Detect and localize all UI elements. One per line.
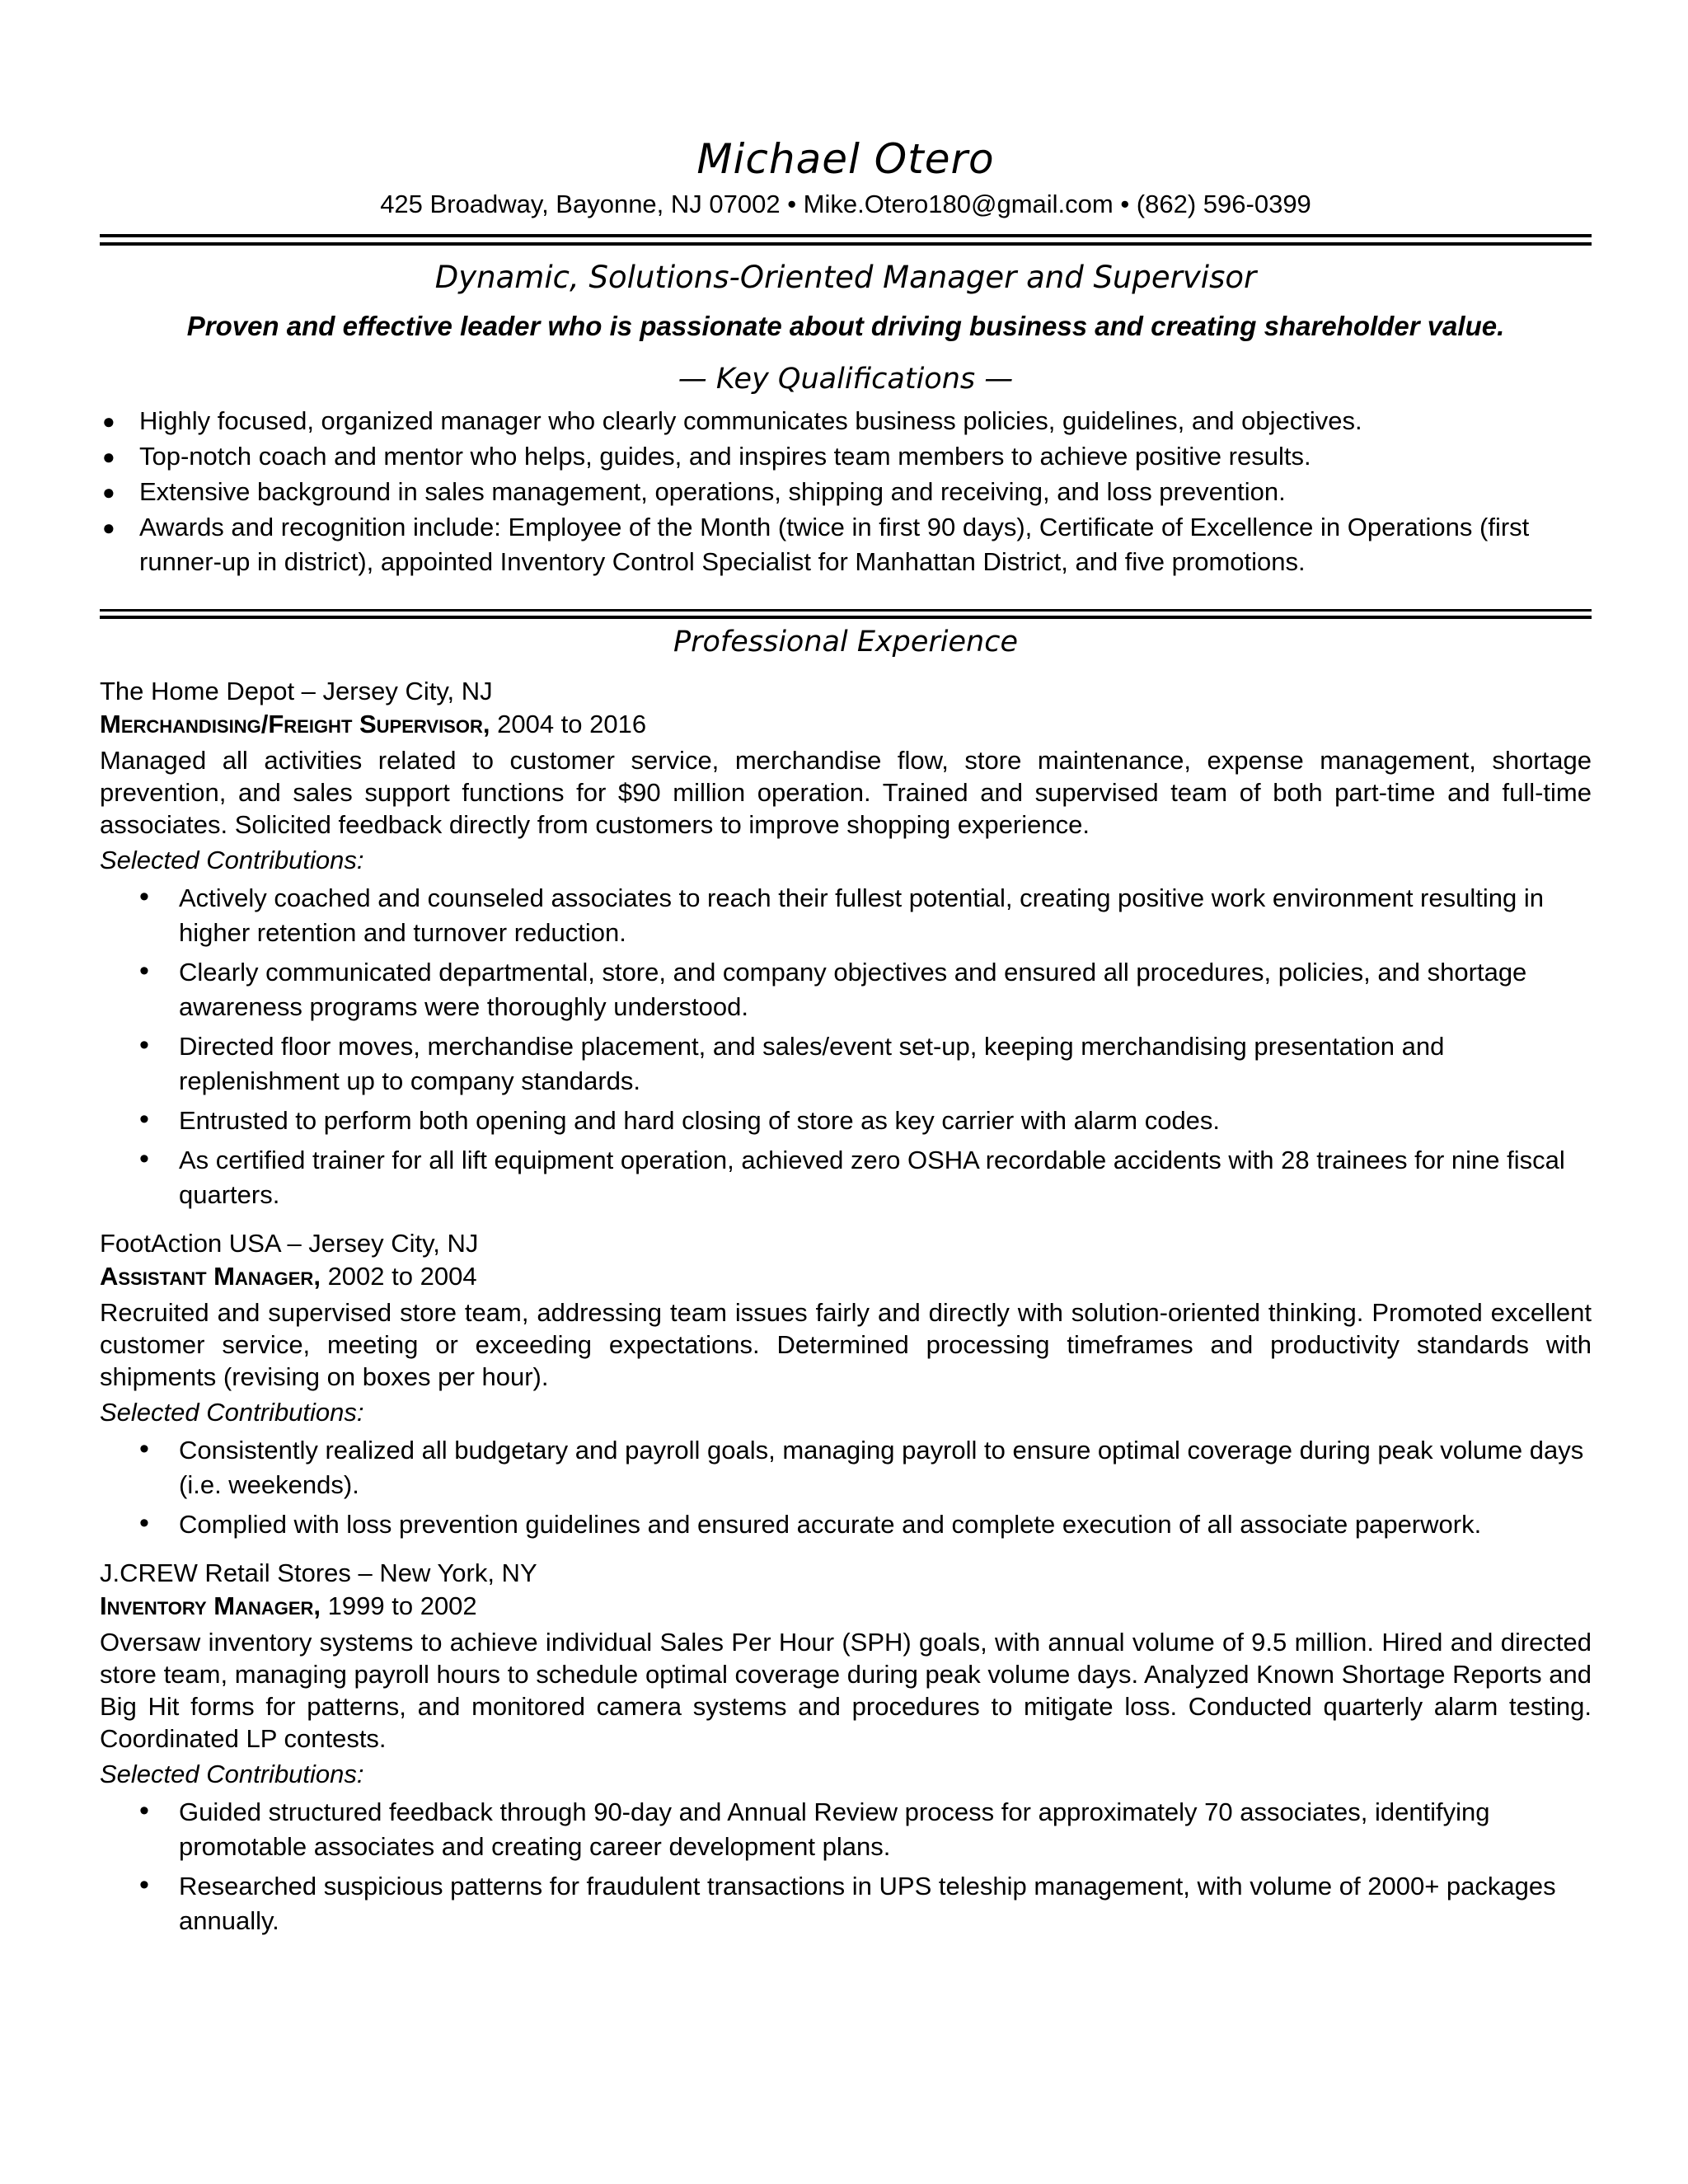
job-dates: 2004 to 2016 (497, 710, 647, 738)
resume-content (100, 135, 1592, 1943)
bullet-icon: • (139, 881, 149, 912)
job-role: Assistant Manager, (100, 1262, 321, 1291)
job-role: Inventory Manager, (100, 1591, 321, 1620)
job-footaction (100, 1227, 1592, 1542)
selected-contributions-label: Selected Contributions: (100, 1760, 364, 1788)
contribution-item: • Researched suspicious patterns for fraudulent transactions in UPS teleship management, with volume of 2000+ packages annually. (139, 1869, 1556, 1935)
bullet-icon: • (139, 1507, 149, 1539)
bullet-icon: • (139, 1795, 149, 1826)
contribution-item: • Guided structured feedback through 90-day and Annual Review process for approximately 70 associates, identifying promotable associates and creating career development plans. (139, 1795, 1490, 1861)
qualification-item: ● Top-notch coach and mentor who helps, guides, and inspires team members to achieve positive results. (100, 439, 1592, 474)
summary-headline: Dynamic, Solutions-Oriented Manager and Supervisor (434, 260, 1257, 295)
contributions-list (100, 881, 1592, 1212)
qualification-item: ● Awards and recognition include: Employee of the Month (twice in first 90 days), Certificate of Excellence in Operations (first runner-up in district), appointed Inventory Control Specialist for Manhattan District, and five promotions. (100, 510, 1592, 579)
qualification-item: ● Highly focused, organized manager who clearly communicates business policies, guidelines, and objectives. (100, 404, 1592, 438)
contribution-item: • Clearly communicated departmental, store, and company objectives and ensured all procedures, policies, and shortage awareness programs were thoroughly understood. (139, 955, 1527, 1021)
key-qualifications-title: — Key Qualifications — (678, 363, 1014, 396)
bullet-icon: ● (102, 515, 115, 540)
bullet-icon: • (139, 1104, 149, 1135)
job-role: Merchandising/Freight Supervisor, (100, 710, 490, 738)
job-description: Managed all activities related to customer service, merchandise flow, store maintenance, expense management, shortage prevention, and sales support functions for $90 million operation. Trained and supervised team of both part-time and full-time associates. Solicited feedback directly from customers to improve shopping experience. (100, 746, 1592, 839)
job-title-line (100, 708, 1592, 741)
experience-title: Professional Experience (673, 626, 1019, 658)
bullet-icon: • (139, 955, 149, 987)
contributions-list (100, 1795, 1592, 1938)
section-divider (100, 609, 1592, 619)
summary-tagline: Proven and effective leader who is passionate about driving business and creating shareholder value. (186, 311, 1505, 341)
job-dates: 1999 to 2002 (327, 1591, 477, 1620)
bullet-icon: • (139, 1143, 149, 1174)
contributions-list (100, 1433, 1592, 1542)
job-home-depot (100, 675, 1592, 1212)
job-company: The Home Depot – Jersey City, NJ (100, 677, 493, 705)
contribution-item: • Entrusted to perform both opening and hard closing of store as key carrier with alarm codes. (139, 1104, 1221, 1135)
contribution-item: • Complied with loss prevention guidelines and ensured accurate and complete execution of all associate paperwork. (139, 1507, 1482, 1539)
job-company: J.CREW Retail Stores – New York, NY (100, 1558, 537, 1587)
selected-contributions-label: Selected Contributions: (100, 1398, 364, 1427)
contribution-item: • Actively coached and counseled associates to reach their fullest potential, creating positive work environment resulting in higher retention and turnover reduction. (139, 881, 1544, 947)
header-divider (100, 234, 1592, 246)
job-title-line (100, 1590, 1592, 1623)
selected-contributions-label: Selected Contributions: (100, 846, 364, 874)
qualification-item: ● Extensive background in sales management, operations, shipping and receiving, and loss prevention. (100, 475, 1592, 509)
key-qualifications-list (100, 404, 1592, 579)
bullet-icon: ● (102, 480, 115, 504)
bullet-icon: ● (102, 409, 115, 434)
job-jcrew (100, 1557, 1592, 1938)
contribution-item: • Directed floor moves, merchandise placement, and sales/event set-up, keeping merchandising presentation and replenishment up to company standards. (139, 1029, 1445, 1095)
bullet-icon: ● (102, 444, 115, 469)
job-company: FootAction USA – Jersey City, NJ (100, 1229, 479, 1258)
bullet-icon: • (139, 1869, 149, 1900)
bullet-icon: • (139, 1029, 149, 1061)
contribution-item: • As certified trainer for all lift equipment operation, achieved zero OSHA recordable accidents with 28 trainees for nine fiscal quarters. (139, 1143, 1565, 1209)
candidate-name: Michael Otero (696, 135, 995, 183)
bullet-icon: • (139, 1433, 149, 1465)
job-title-line (100, 1260, 1592, 1293)
contact-line: 425 Broadway, Bayonne, NJ 07002 • Mike.Otero180@gmail.com • (862) 596-0399 (380, 190, 1311, 218)
contribution-item: • Consistently realized all budgetary and payroll goals, managing payroll to ensure optimal coverage during peak volume days (i.e. weekends). (139, 1433, 1584, 1499)
job-description: Recruited and supervised store team, addressing team issues fairly and directly with solution-oriented thinking. Promoted excellent customer service, meeting or exceeding expectations. Determined processing timeframes and productivity standards with shipments (revising on boxes per hour). (100, 1298, 1592, 1391)
job-dates: 2002 to 2004 (327, 1262, 477, 1291)
job-description: Oversaw inventory systems to achieve individual Sales Per Hour (SPH) goals, with annual volume of 9.5 million. Hired and directed store team, managing payroll hours to schedule optimal coverage during peak volume days. Analyzed Known Shortage Reports and Big Hit forms for patterns, and monitored camera systems and procedures to mitigate loss. Conducted quarterly alarm testing. Coordinated LP contests. (100, 1628, 1592, 1753)
